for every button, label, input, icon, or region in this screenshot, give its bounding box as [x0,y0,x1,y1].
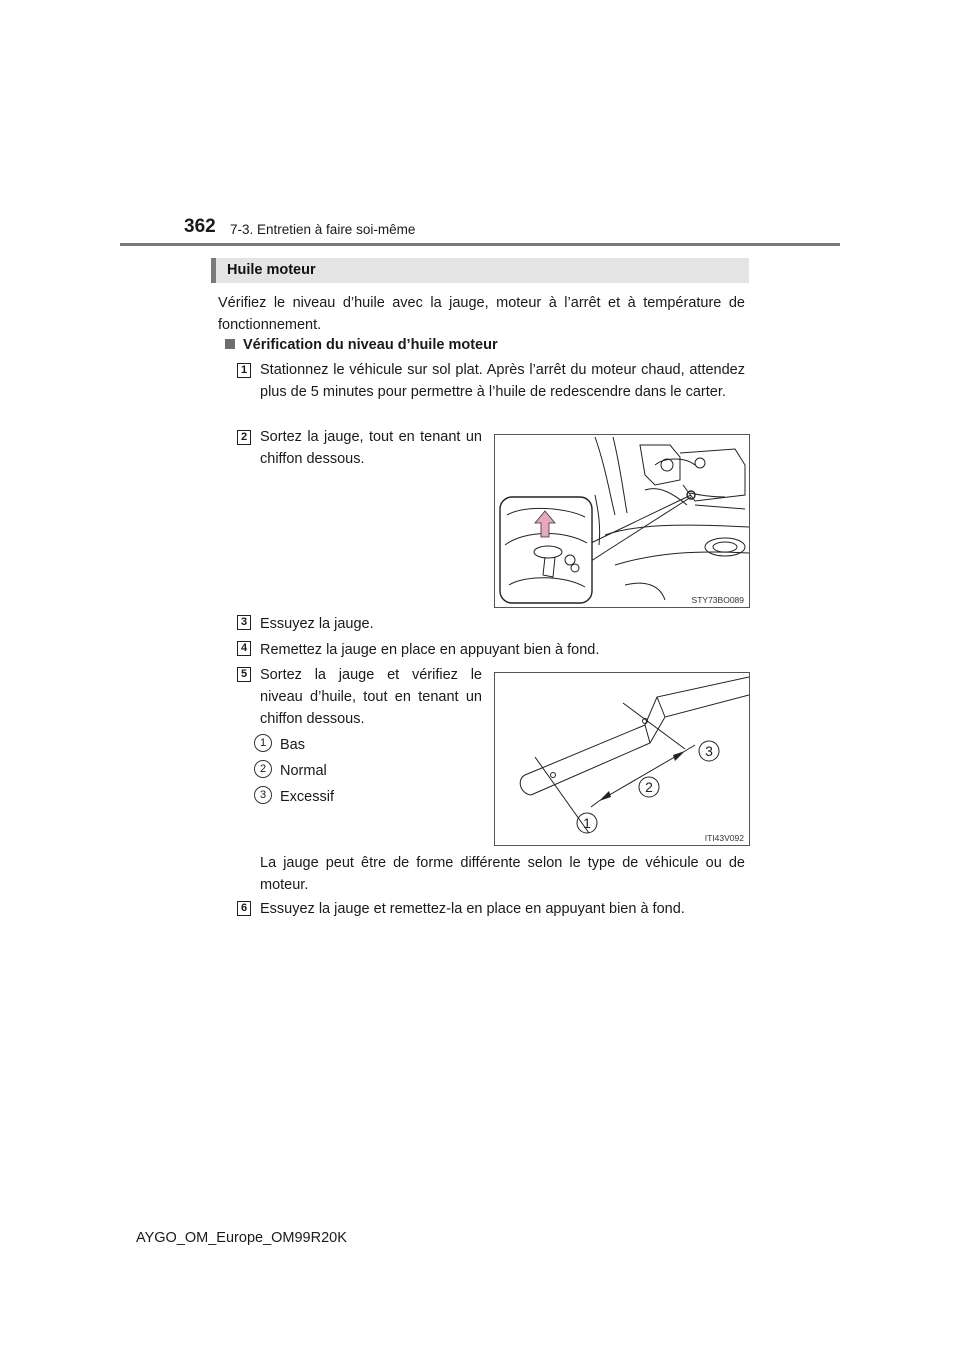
level-number-2: 2 [254,760,272,778]
dipstick-illustration [495,673,749,845]
engine-illustration [495,435,749,607]
dipstick-figure-code: ITI43V092 [704,833,744,843]
dipstick-figure [494,672,750,846]
step-number-6: 6 [237,901,251,916]
step-text-4: Remettez la jauge en place en appuyant bien à fond. [260,642,600,658]
callout-1: 1 [583,815,591,831]
square-bullet-icon [225,339,235,349]
step-number-5: 5 [237,667,251,682]
step-text-6: Essuyez la jauge et remettez-la en place en appuyant bien à fond. [260,901,685,917]
subheading-text: Vérification du niveau d’huile moteur [243,337,498,353]
level-number-1: 1 [254,734,272,752]
section-heading [211,258,749,283]
level-number-3: 3 [254,786,272,804]
callout-2: 2 [645,779,653,795]
step-number-4: 4 [237,641,251,656]
step-text-5: Sortez la jauge et vérifiez le niveau d’huile, tout en tenant un chiffon dessous. [260,667,482,727]
level-label-normal: Normal [280,763,327,779]
step-number-1: 1 [237,363,251,378]
section-title: 7-3. Entretien à faire soi-même [230,222,416,237]
level-label-low: Bas [280,737,305,753]
engine-figure-code: STY73BO089 [691,595,744,605]
step-text-2: Sortez la jauge, tout en tenant un chiffon dessous. [260,429,482,467]
footer-document-code: AYGO_OM_Europe_OM99R20K [136,1230,347,1246]
callout-3: 3 [705,743,713,759]
step-text-3: Essuyez la jauge. [260,616,374,632]
level-label-excess: Excessif [280,789,334,805]
dipstick-note: La jauge peut être de forme différente selon le type de véhicule ou de moteur. [260,855,745,893]
step-text-1: Stationnez le véhicule sur sol plat. Après l’arrêt du moteur chaud, attendez plus de 5 minutes pour permettre à l’huile de redescendre dans le carter. [260,362,745,400]
subheading [225,337,498,353]
intro-paragraph: Vérifiez le niveau d’huile avec la jauge, moteur à l’arrêt et à température de fonctionnement. [218,295,745,333]
engine-figure [494,434,750,608]
step-number-3: 3 [237,615,251,630]
page-number: 362 [184,216,216,237]
section-heading-text: Huile moteur [227,262,316,278]
step-number-2: 2 [237,430,251,445]
header-rule [120,243,840,246]
